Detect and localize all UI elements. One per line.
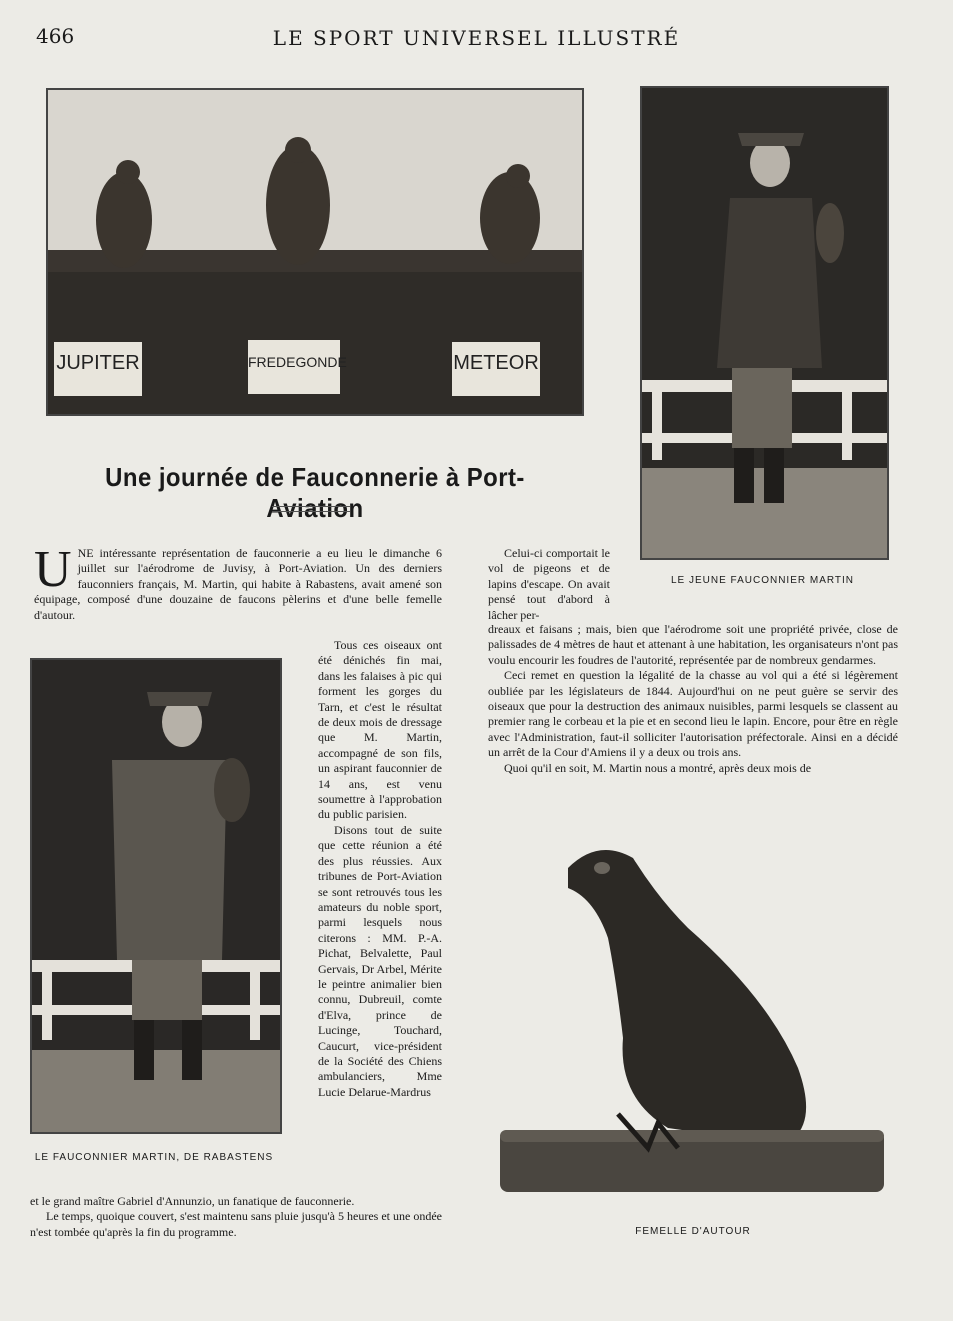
dropcap-letter: U	[34, 541, 72, 598]
running-head: LE SPORT UNIVERSEL ILLUSTRÉ	[272, 26, 681, 50]
article-col1-narrow	[318, 638, 442, 1100]
title-rule	[272, 506, 350, 512]
paragraph-1: NE intéressante représentation de fauconnerie a eu lieu le dimanche 6 juillet sur l'aérodrome de Juvisy, à Port-Aviation. Un des derniers fauconniers français, M. Martin, qui habite à Rabastens, avait amené son équipage, composé d'une douzaine de faucons pèlerins et d'une belle femelle d'autour.	[34, 546, 442, 622]
falcon-label-jupiter: JUPITER	[56, 352, 140, 374]
article-intro	[34, 541, 442, 623]
goshawk-photo	[498, 838, 888, 1198]
article-col2	[488, 622, 898, 776]
falcon-label-meteor: METEOR	[453, 352, 539, 374]
falcon-label-fredegonde: FREDEGONDE	[248, 354, 347, 370]
page-number: 466	[36, 24, 75, 48]
paragraph-3: Disons tout de suite que cette réunion a été des plus réussies. Aux tribunes de Port-Aviation se sont retrouvés tous les amateurs du noble sport, parmi lesquels nous citerons : MM. P.-A. Pichat, Belvalette, Paul Gervais, Dr Arbel, Mérite le peintre animalier bien connu, Dubreuil, comte d'Elva, prince de Lucinge, Touchard, Caucurt, vice-président de la Société des Chiens ambulanciers, Mme Lucie Delarue-Mardrus	[318, 822, 442, 1099]
paragraph-2: Tous ces oiseaux ont été dénichés fin mai, dans les falaises à pic qui forment les gorges du Tarn, et c'est le résultat de deux mois de dressage que M. Martin, accompagné de son fils, un aspirant fauconnier de 14 ans, est venu soumettre à l'approbation du public parisien.	[318, 638, 442, 822]
young-falconer-caption: LE JEUNE FAUCONNIER MARTIN	[670, 575, 855, 586]
article-col2-narrow	[488, 546, 610, 623]
falconer-martin-caption: LE FAUCONNIER MARTIN, DE RABASTENS	[34, 1152, 274, 1163]
goshawk-caption: FEMELLE D'AUTOUR	[635, 1226, 751, 1237]
young-falconer-photo	[640, 86, 889, 560]
paragraph-5b: dreaux et faisans ; mais, bien que l'aérodrome soit une propriété privée, close de palissades de 4 mètres de haut et attenant à une habitation, les organisateurs n'ont pas voulu encourir les foudres de l'autorité, représentée par de nombreux gendarmes.	[488, 622, 898, 667]
paragraph-5a: Celui-ci comportait le vol de pigeons et de lapins d'escape. On avait pensé tout d'abord à lâcher per-	[488, 546, 610, 622]
paragraph-6: Ceci remet en question la légalité de la chasse au vol qui a été si légèrement oubliée par les législateurs de 1844. Aujourd'hui on ne peut guère se servir des oiseaux que pour la destruction des animaux nuisibles, parmi lesquels se classent au premier rang le corbeau et la pie et en second lieu le lapin. Encore, pour être en règle avec l'Administration, faut-il solliciter l'autorisation préfectorale. Ainsi en a décidé un arrêt de la Cour d'Amiens il y a deux ou trois ans.	[488, 668, 898, 760]
falconer-martin-photo	[30, 658, 282, 1134]
article-col1-bottom	[30, 1194, 442, 1240]
paragraph-7: Quoi qu'il en soit, M. Martin nous a montré, après deux mois de	[504, 760, 812, 775]
paragraph-3-end: et le grand maître Gabriel d'Annunzio, un fanatique de fauconnerie.	[30, 1194, 355, 1208]
paragraph-4: Le temps, quoique couvert, s'est maintenu sans pluie jusqu'à 5 heures et une ondée n'est tombée qu'après la fin du programme.	[30, 1209, 442, 1239]
article-title: Une journée de Fauconnerie à Port-Aviation	[105, 462, 525, 523]
falcons-photo	[46, 88, 584, 416]
